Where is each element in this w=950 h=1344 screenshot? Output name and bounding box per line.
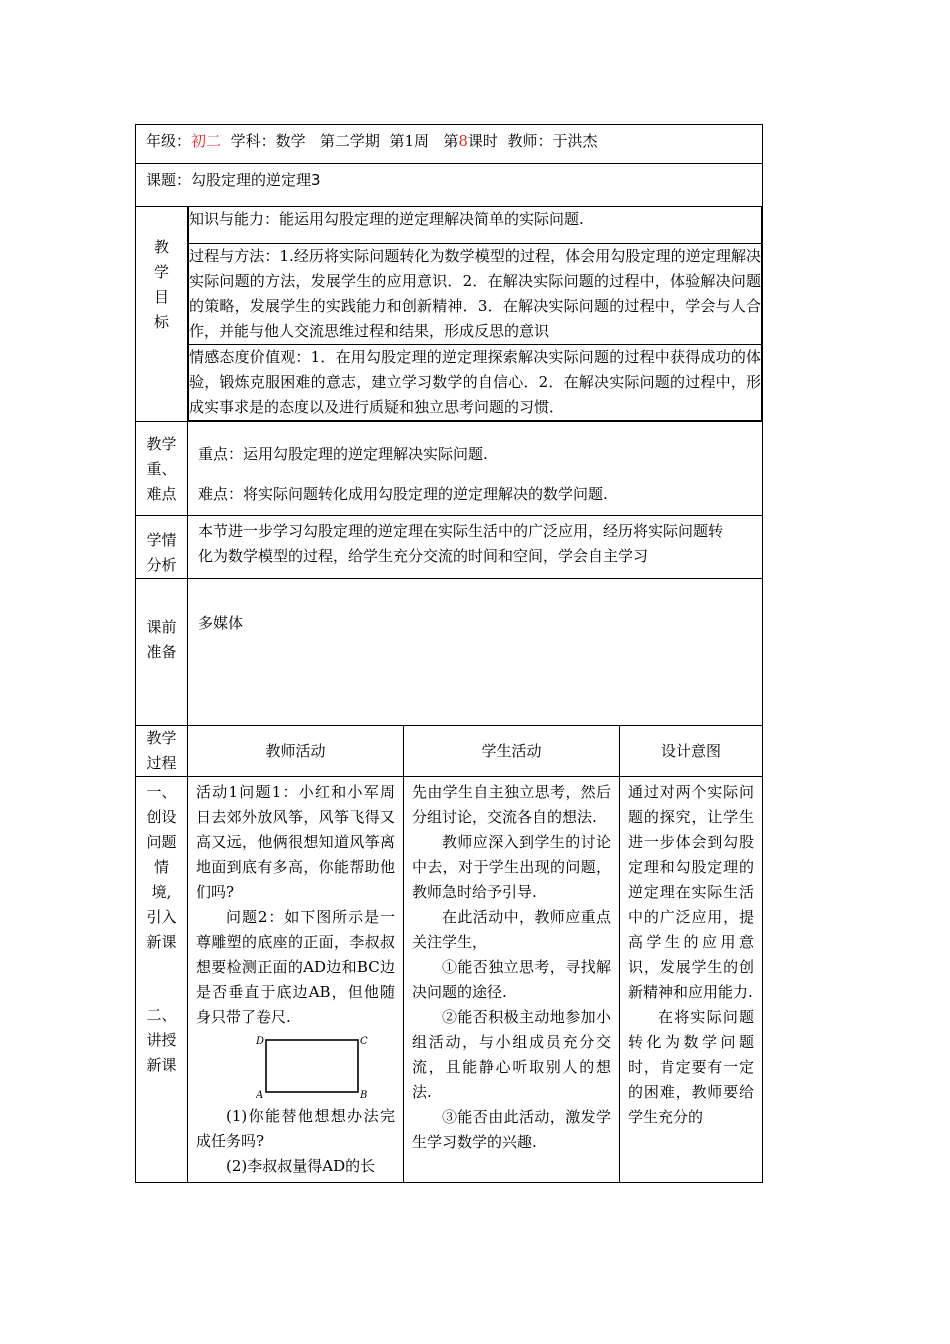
label-line: 重、: [146, 460, 177, 478]
label-line: 过程: [146, 754, 177, 772]
label-line: 分析: [146, 556, 177, 574]
process-label: [136, 726, 188, 777]
student-text-1: 先由学生自主独立思考，然后分组讨论，交流各自的想法.: [412, 783, 611, 826]
stage-line: 二、: [146, 1006, 177, 1024]
lesson-suffix: 课时: [467, 132, 498, 150]
student-activity: [404, 777, 620, 1183]
teacher-question-1: (1)你能替他想想办法完成任务吗?: [196, 1107, 395, 1150]
diagram-label-d: D: [256, 1036, 265, 1047]
key-point: 重点：运用勾股定理的逆定理解决实际问题.: [198, 445, 488, 463]
diagram-label-a: A: [256, 1090, 264, 1100]
lesson-plan-document: [135, 124, 762, 1183]
teacher-problem-2: 问题2：如下图所示是一尊雕塑的底座的正面，李叔叔想要检测正面的AD边和BC边是否垂直于底边AB，但他随身只带了卷尺.: [196, 908, 395, 1026]
label-char: 教: [153, 238, 169, 256]
week: 第1周: [389, 132, 430, 150]
emotion-objective: 情感态度价值观：1．在用勾股定理的逆定理探索解决实际问题的过程中获得成功的体验，锻炼克服困难的意志，建立学习数学的自信心．2．在解决实际问题的过程中，形成实事求是的态度以及进行质疑和独立思考问题的习惯．: [189, 345, 762, 421]
topic-value: 勾股定理的逆定理3: [191, 171, 321, 189]
teacher-problem-1: 活动1问题1：小红和小军周日去郊外放风筝，风筝飞得又高又远，他俩很想知道风筝离地面到底有多高，你能帮助他们吗?: [196, 783, 395, 901]
prep-label: [136, 579, 188, 726]
teacher-question-2: (2)李叔叔量得AD的长: [226, 1157, 376, 1175]
stage-line: 情: [153, 858, 169, 876]
label-line: 课前: [146, 618, 177, 636]
header-row: [136, 125, 763, 164]
analysis-label: [136, 516, 188, 579]
label-char: 标: [153, 313, 169, 331]
label-line: 准备: [146, 643, 177, 661]
student-activity-header: 学生活动: [404, 726, 620, 777]
label-line: 教学: [146, 435, 177, 453]
stage-labels: [136, 777, 188, 1183]
label-line: 学情: [146, 531, 177, 549]
knowledge-objective: 知识与能力：能运用勾股定理的逆定理解决简单的实际问题.: [189, 207, 762, 244]
difficult-point: 难点：将实际问题转化成用勾股定理的逆定理解决的数学问题.: [198, 485, 608, 503]
design-text-2: 在将实际问题转化为数学问题时，肯定要有一定的困难，教师要给学生充分的: [628, 1008, 755, 1126]
topic-label: 课题：: [146, 171, 192, 189]
stage-line: 一、: [146, 783, 177, 801]
stage-line: 讲授: [146, 1031, 177, 1049]
objectives-label: [136, 207, 188, 422]
prep-text: 多媒体: [188, 579, 763, 726]
label-char: 学: [153, 263, 169, 281]
stage-line: 引入: [146, 908, 177, 926]
keypoints-label: [136, 422, 188, 516]
teacher-activity: [188, 777, 404, 1183]
student-text-3: 在此活动中，教师应重点关注学生，: [412, 908, 611, 951]
objectives-content: [188, 207, 763, 422]
design-intent: [620, 777, 763, 1183]
design-intent-header: 设计意图: [620, 726, 763, 777]
stage-line: 新课: [146, 933, 177, 951]
stage-line: 境,: [151, 883, 172, 901]
lesson-prefix: 第: [443, 132, 459, 150]
stage-line: 创设: [146, 808, 177, 826]
grade-value: 初二: [191, 132, 222, 150]
design-text-1: 通过对两个实际问题的探究，让学生进一步体会到勾股定理和勾股定理的逆定理在实际生活中的广泛应用，提高学生的应用意识，发展学生的创新精神和应用能力.: [628, 783, 755, 1001]
grade-label: 年级：: [146, 132, 192, 150]
objectives-inner: [188, 207, 762, 421]
label-line: 教学: [146, 729, 177, 747]
diagram-label-c: C: [360, 1036, 368, 1047]
semester: 第二学期: [319, 132, 380, 150]
label-line: 难点: [146, 485, 177, 503]
process-objective: 过程与方法：1.经历将实际问题转化为数学模型的过程，体会用勾股定理的逆定理解决实际问题的方法，发展学生的应用意识．2．在解决实际问题的过程中，体验解决问题的策略，发展学生的实践能力和创新精神．3．在解决实际问题的过程中，学会与人合作，并能与他人交流思维过程和结果，形成反思的意识: [189, 244, 762, 345]
keypoints-content: [188, 422, 763, 516]
topic-row: [136, 164, 763, 207]
teacher-activity-header: 教师活动: [188, 726, 404, 777]
stage-line: 问题: [146, 833, 177, 851]
stage-line: 新课: [146, 1056, 177, 1074]
student-text-2: 教师应深入到学生的讨论中去，对于学生出现的问题，教师急时给予引导.: [412, 833, 611, 901]
teacher: 教师：于洪杰: [507, 132, 598, 150]
lesson-number: 8: [458, 132, 468, 150]
diagram-label-b: B: [360, 1090, 368, 1100]
student-text-4: ①能否独立思考，寻找解决问题的途径.: [412, 958, 611, 1001]
subject: 学科：数学: [230, 132, 306, 150]
label-char: 目: [153, 288, 169, 306]
student-text-6: ③能否由此活动，激发学生学习数学的兴趣.: [412, 1108, 611, 1151]
analysis-text: 本节进一步学习勾股定理的逆定理在实际生活中的广泛应用，经历将实际问题转化为数学模型的过程，给学生充分交流的时间和空间，学会自主学习: [188, 516, 763, 579]
student-text-5: ②能否积极主动地参加小组活动，与小组成员充分交流，且能静心听取别人的想法.: [412, 1008, 611, 1101]
rectangle-diagram: [256, 1034, 376, 1100]
lesson-plan-table: [135, 124, 763, 1183]
